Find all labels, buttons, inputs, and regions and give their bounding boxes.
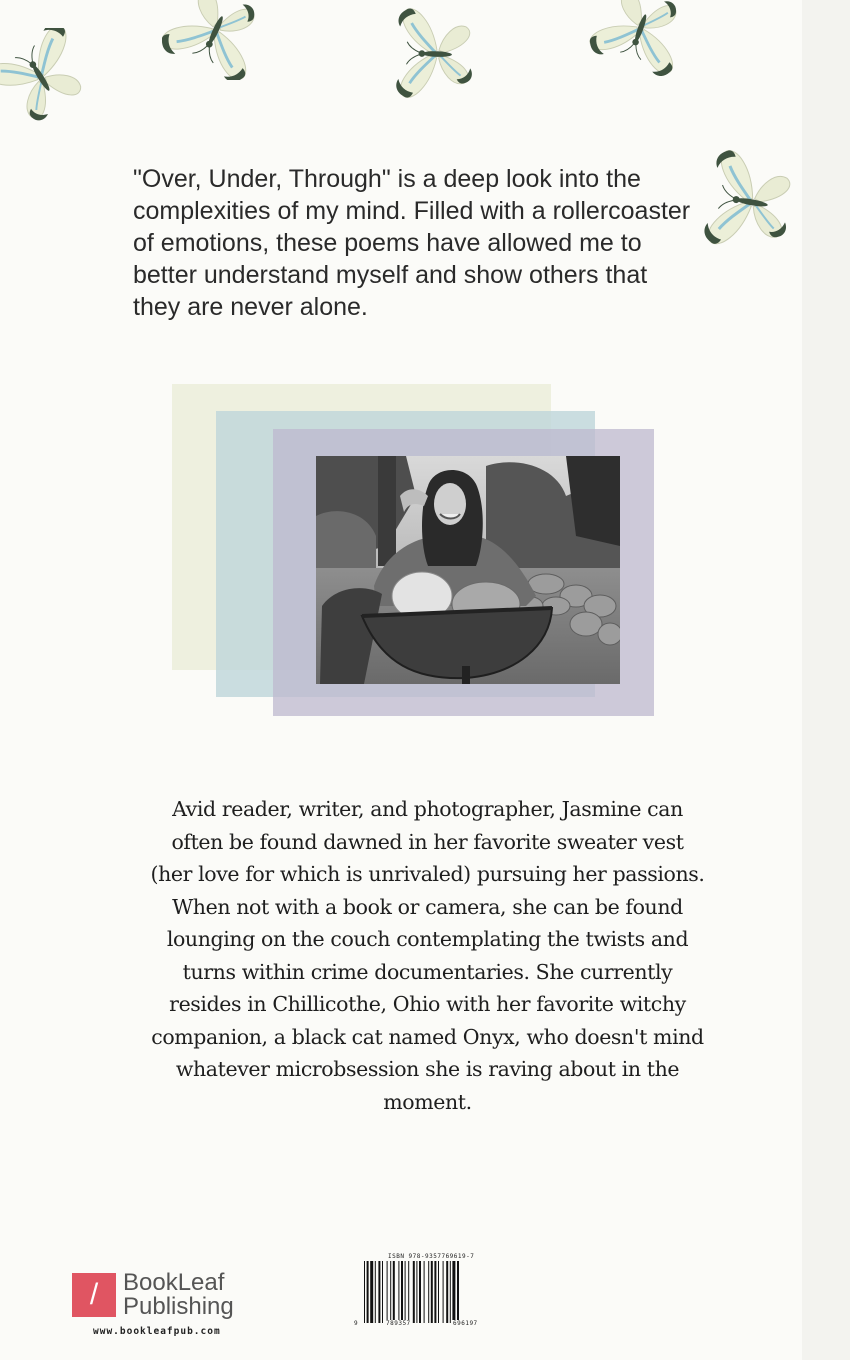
book-blurb: "Over, Under, Through" is a deep look into the complexities of my mind. Filled with a rollercoaster of emotions, these poems have allowed me to better understand myself and show others that they are never alone. [133, 165, 691, 321]
butterfly-icon [700, 150, 800, 254]
butterfly-icon [586, 0, 694, 76]
butterfly-icon [388, 2, 482, 106]
barcode-digits-right: 696197 [453, 1320, 478, 1327]
publisher-name-line2: Publishing [123, 1293, 234, 1320]
publisher-name-line1: BookLeaf [123, 1269, 225, 1296]
author-photo [316, 456, 620, 684]
publisher-logo [72, 1270, 232, 1322]
author-bio: Avid reader, writer, and photographer, Jasmine can often be found dawned in her favorite sweater vest (her love for which is unrivaled) pursuing her passions. When not with a book or camera, she can be found lounging on the couch contemplating the twists and turns within crime documentaries. She currently resides in Chillicothe, Ohio with her favorite witchy companion, a black cat named Onyx, who doesn't mind whatever microbsession she is raving about in the moment. [150, 797, 705, 1114]
publisher-logo-mark: / [72, 1273, 116, 1317]
barcode-digit-lead: 9 [354, 1320, 359, 1327]
isbn-label: ISBN 978-9357769619-7 [388, 1253, 475, 1260]
cover-edge [802, 0, 850, 1360]
barcode-digits-left: 789357 [386, 1320, 411, 1327]
butterfly-icon [0, 28, 88, 124]
isbn-barcode [362, 1261, 504, 1327]
publisher-url: www.bookleafpub.com [93, 1326, 221, 1337]
butterfly-icon [162, 0, 268, 80]
